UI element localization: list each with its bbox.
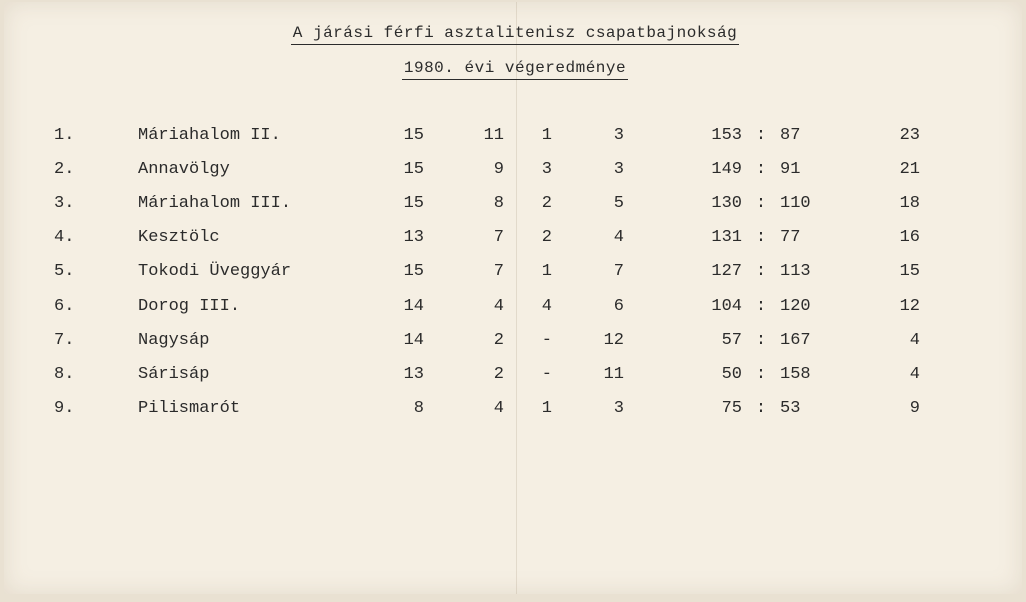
table-row [4,228,1022,252]
wins: 4 [493,296,504,316]
games-won: 130 [711,194,742,214]
points: 18 [899,194,920,214]
rank-cell: 9. [54,398,75,418]
table-row [4,331,1022,355]
matches-played: 15 [403,194,424,214]
rank-cell: 4. [54,228,75,248]
document-subtitle-text: 1980. évi végeredménye [402,59,628,80]
rank-cell: 1. [54,126,75,145]
games-lost: 110 [780,194,811,214]
games-lost: 87 [780,126,801,145]
matches-played: 13 [403,364,424,384]
points: 15 [899,262,920,282]
standings-table [4,2,1022,594]
games-won: 127 [711,262,742,282]
losses: 6 [613,296,624,316]
matches-played: 8 [413,398,424,418]
losses: 3 [613,398,624,418]
team-name: Tokodi Üveggyár [138,262,292,282]
draws: 3 [541,160,552,180]
games-lost: 120 [780,296,811,316]
team-name: Máriahalom II. [138,126,281,145]
losses: 4 [613,228,624,248]
score-separator: : [755,330,767,350]
wins: 7 [493,262,504,282]
wins: 2 [493,364,504,384]
games-lost: 167 [780,330,811,350]
paper-sheet [4,2,1022,594]
table-row [4,262,1022,286]
losses: 3 [613,126,624,145]
losses: 5 [613,194,624,214]
team-name: Dorog III. [138,296,241,316]
games-won: 57 [721,330,742,350]
points: 4 [909,364,920,384]
rank-cell: 7. [54,330,75,350]
games-lost: 158 [780,364,811,384]
matches-played: 15 [403,160,424,180]
matches-played: 15 [403,126,424,145]
document-title-text: A járási férfi asztalitenisz csapatbajnokság [291,24,739,45]
rank-cell: 8. [54,364,75,384]
wins: 11 [483,126,504,145]
points: 4 [909,330,920,350]
score-separator: : [755,194,767,214]
games-lost: 53 [780,398,801,418]
score-separator: : [755,398,767,418]
games-lost: 113 [780,262,811,282]
wins: 9 [493,160,504,180]
games-won: 153 [711,126,742,145]
table-row [4,160,1022,184]
wins: 8 [493,194,504,214]
score-separator: : [755,160,767,180]
wins: 7 [493,228,504,248]
points: 9 [909,398,920,418]
matches-played: 14 [403,330,424,350]
losses: 11 [603,364,624,384]
draws: 1 [541,262,552,282]
rank-cell: 5. [54,262,75,282]
table-row [4,399,1022,423]
games-won: 149 [711,160,742,180]
score-separator: : [755,126,767,145]
points: 23 [899,126,920,145]
games-won: 131 [711,228,742,248]
table-row [4,194,1022,218]
points: 12 [899,296,920,316]
points: 21 [899,160,920,180]
losses: 12 [603,330,624,350]
table-row [4,297,1022,321]
losses: 3 [613,160,624,180]
draws: 2 [541,228,552,248]
games-won: 104 [711,296,742,316]
draws: - [541,330,552,350]
team-name: Kesztölc [138,228,220,248]
losses: 7 [613,262,624,282]
team-name: Máriahalom III. [138,194,292,214]
score-separator: : [755,228,767,248]
team-name: Sárisáp [138,364,210,384]
score-separator: : [755,262,767,282]
draws: 1 [541,126,552,145]
table-row [4,365,1022,389]
matches-played: 15 [403,262,424,282]
draws: 1 [541,398,552,418]
matches-played: 13 [403,228,424,248]
rank-cell: 6. [54,296,75,316]
matches-played: 14 [403,296,424,316]
games-lost: 91 [780,160,801,180]
rank-cell: 2. [54,160,75,180]
team-name: Annavölgy [138,160,230,180]
draws: 2 [541,194,552,214]
score-separator: : [755,296,767,316]
games-won: 50 [721,364,742,384]
draws: 4 [541,296,552,316]
games-won: 75 [721,398,742,418]
score-separator: : [755,364,767,384]
team-name: Pilismarót [138,398,241,418]
points: 16 [899,228,920,248]
wins: 2 [493,330,504,350]
wins: 4 [493,398,504,418]
table-row [4,126,1022,150]
rank-cell: 3. [54,194,75,214]
draws: - [541,364,552,384]
team-name: Nagysáp [138,330,210,350]
games-lost: 77 [780,228,801,248]
